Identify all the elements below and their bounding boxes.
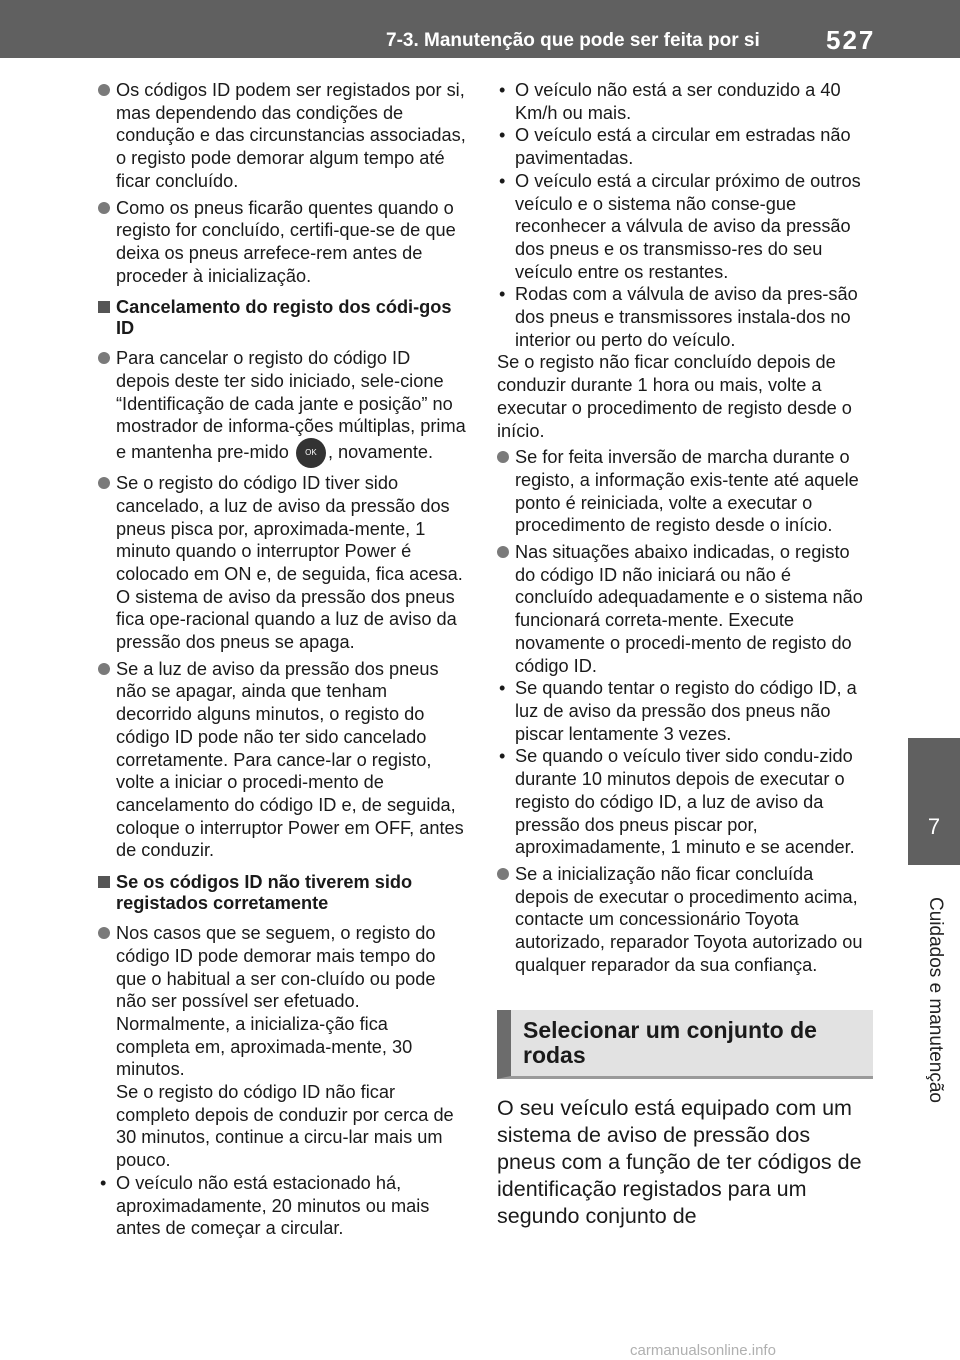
- bullet-text: Para cancelar o registo do código ID depois deste ter sido iniciado, sele-cione “Identificação de cada jante e posição” no mostrador de informa-ções múltiplas, prima e mantenha pre-mido: [116, 348, 466, 462]
- dash-text: O veículo não está estacionado há, aproximadamente, 20 minutos ou mais antes de começar a circular.: [116, 1172, 430, 1239]
- right-column: [497, 79, 867, 1230]
- section-heading: Selecionar um conjunto de rodas: [523, 1017, 817, 1069]
- dash-text: Se quando o veículo tiver sido condu-zido durante 10 minutos depois de executar o registo do código ID, a luz de aviso da pressão dos pneus piscar por, aproximadamente, 1 minuto e se acender.: [515, 746, 855, 858]
- bullet-paragraph: Nas situações abaixo indicadas, o registo do código ID não iniciará ou não é concluído adequadamente e o sistema não funcionará correta-mente. Execute novamente o procedi-mento de registo do código ID.: [497, 541, 867, 677]
- chapter-number: 7: [927, 814, 941, 839]
- dash-item: • O veículo está a circular em estradas não pavimentadas.: [499, 125, 851, 169]
- dash-text: O veículo não está a ser conduzido a 40 Km/h ou mais.: [515, 80, 841, 123]
- dash-text: Rodas com a válvula de aviso da pres-são dos pneus e transmissores instala-dos no interior ou perto do veículo.: [515, 284, 858, 350]
- chapter-tab: [908, 738, 960, 865]
- dash-text: O veículo está a circular próximo de outros veículo e o sistema não conse-gue reconhecer a válvula de aviso da pressão dos pneus e os transmisso-res do seu veículo entre os restantes.: [515, 170, 861, 282]
- section-heading-box: [497, 1010, 873, 1079]
- left-column: [98, 79, 466, 1240]
- section-title: 7-3. Manutenção que pode ser feita por si: [386, 30, 760, 51]
- bullet-paragraph: [98, 347, 466, 468]
- bullet-paragraph: Se a luz de aviso da pressão dos pneus não se apagar, ainda que tenham decorrido alguns minutos, o registo do código ID pode não ter sido cancelado corretamente. Para cance-lar o registo, volte a iniciar o procedi-mento de cancelamento do código ID e, de seguida, coloque o interruptor Power em OFF, antes de conduzir.: [98, 658, 466, 862]
- bullet-text: Nos casos que se seguem, o registo do código ID pode demorar mais tempo do que o habitual a ser con-cluído ou pode não ser possível ser efetuado. Normalmente, a inicializa-ção fica completa em, aproximada-mente, 30 minutos.: [116, 923, 436, 1080]
- dash-item: • O veículo não está estacionado há, aproximadamente, 20 minutos ou mais antes de começar a circular.: [100, 1172, 430, 1239]
- bullet-paragraph: Se o registo do código ID tiver sido cancelado, a luz de aviso da pressão dos pneus pisca por, aproximada-mente, 1 minuto quando o interruptor Power é colocado em ON e, de seguida, fica acesa. O sistema de aviso da pressão dos pneus fica ope-racional quando a luz de aviso da pressão dos pneus se apaga.: [98, 472, 466, 654]
- bullet-paragraph: Os códigos ID podem ser registados por si, mas dependendo das condições de condução e das circunstancias associadas, o registo pode demorar algum tempo até ficar concluído.: [98, 79, 466, 193]
- ok-button-icon: OK: [296, 438, 326, 468]
- bullet-paragraph: Como os pneus ficarão quentes quando o registo for concluído, certifi-que-se de que deixa os pneus arrefece-rem antes de proceder à inicialização.: [98, 197, 466, 288]
- watermark: carmanualsonline.info: [630, 1342, 776, 1359]
- bullet-text: , novamente.: [327, 441, 434, 462]
- bullet-paragraph: Se for feita inversão de marcha durante o registo, a informação exis-tente até aquele ponto é reiniciada, volte a executar o procedimento de registo desde o início.: [497, 446, 867, 537]
- page-number: 527: [826, 25, 876, 55]
- body-paragraph: O seu veículo está equipado com um sistema de aviso de pressão dos pneus com a função de ter códigos de identificação registados para um segundo conjunto de: [497, 1096, 862, 1229]
- subsection-heading: Se os códigos ID não tiverem sido registados corretamente: [98, 872, 466, 914]
- dash-item: • Rodas com a válvula de aviso da pres-são dos pneus e transmissores instala-dos no interior ou perto do veículo.: [499, 284, 858, 350]
- bullet-paragraph: Se a inicialização não ficar concluída depois de executar o procedimento acima, contacte um concessionário Toyota autorizado, reparador Toyota autorizado ou qualquer reparador da sua confiança.: [497, 863, 867, 977]
- chapter-label: Cuidados e manutenção: [925, 897, 946, 1103]
- subsection-heading: Cancelamento do registo dos códi-gos ID: [98, 297, 466, 339]
- bullet-paragraph: [98, 922, 466, 1172]
- dash-item: • O veículo está a circular próximo de outros veículo e o sistema não conse-gue reconhecer a válvula de aviso da pressão dos pneus e os transmisso-res do seu veículo entre os restantes.: [499, 170, 861, 282]
- dash-item: • O veículo não está a ser conduzido a 40 Km/h ou mais.: [499, 80, 841, 123]
- bullet-text: Se o registo do código ID não ficar completo depois de conduzir por cerca de 30 minutos, continue a circu-lar mais um pouco.: [116, 1082, 454, 1171]
- dash-text: Se quando tentar o registo do código ID, a luz de aviso da pressão dos pneus não piscar lentamente 3 vezes.: [515, 678, 857, 744]
- dash-text: O veículo está a circular em estradas não pavimentadas.: [515, 125, 851, 169]
- dash-item: • Se quando o veículo tiver sido condu-zido durante 10 minutos depois de executar o registo do código ID, a luz de aviso da pressão dos pneus piscar por, aproximadamente, 1 minuto e se acender.: [499, 746, 855, 858]
- dash-item: • Se quando tentar o registo do código ID, a luz de aviso da pressão dos pneus não piscar lentamente 3 vezes.: [499, 678, 857, 744]
- page-header: [0, 0, 960, 58]
- paragraph: Se o registo não ficar concluído depois de conduzir durante 1 hora ou mais, volte a executar o procedimento de registo desde o início.: [497, 352, 852, 441]
